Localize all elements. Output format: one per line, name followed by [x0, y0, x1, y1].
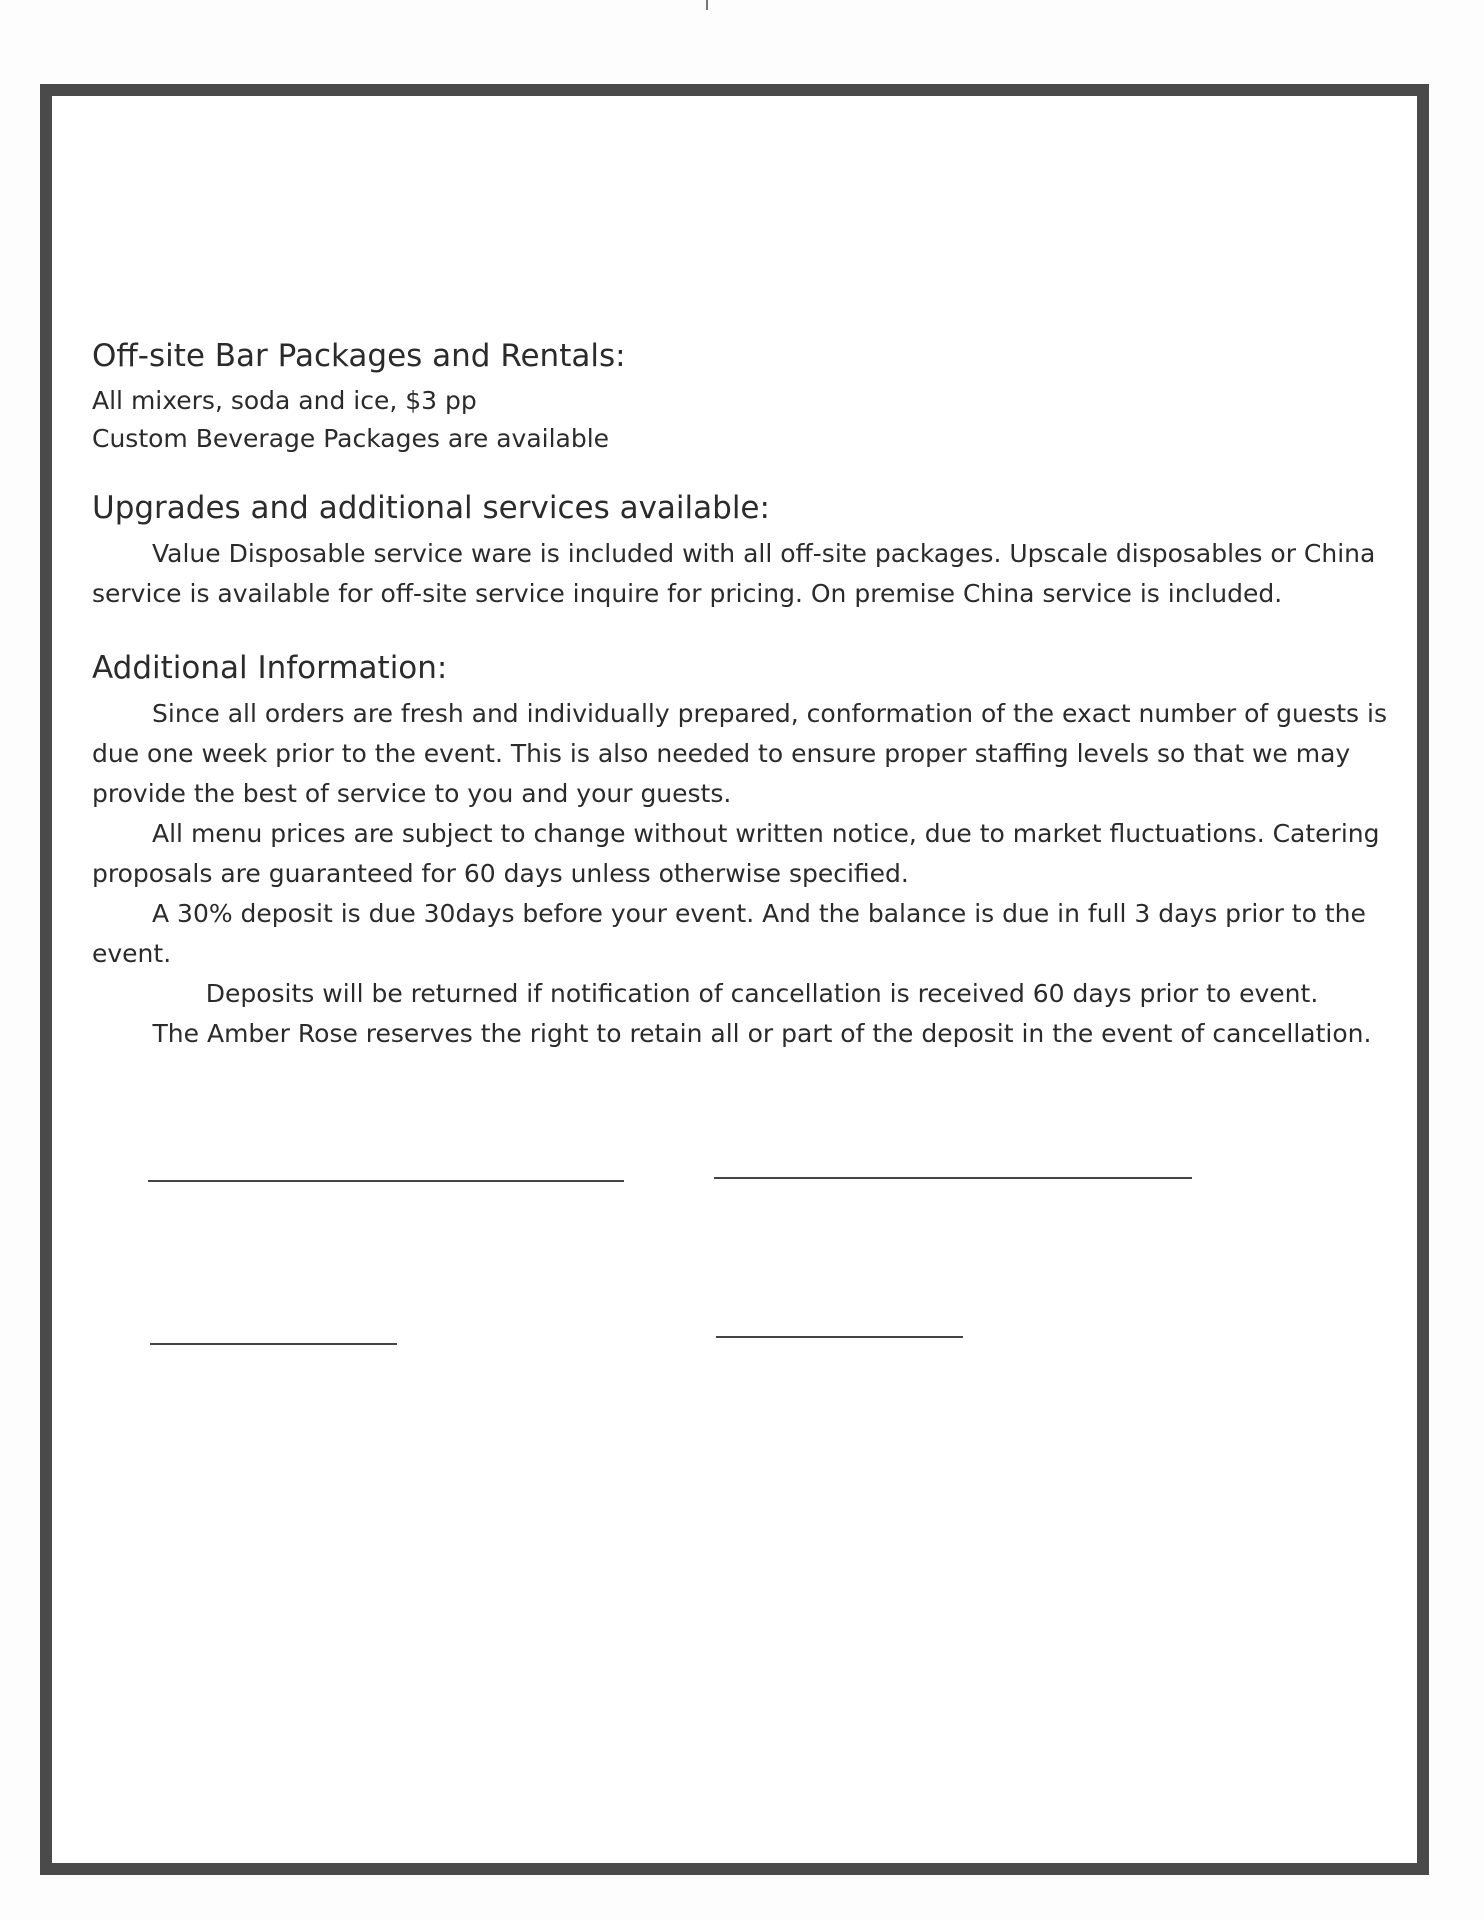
upgrades-text: Value Disposable service ware is included with all off-site packages. Upscale disposables or China service is available for off-site service inquire for pricing. On premise China service is included. [92, 539, 1376, 608]
additional-info-section [92, 648, 1432, 1054]
additional-info-prices: All menu prices are subject to change without written notice, due to market fluctuations. Catering proposals are guaranteed for 60 days unless otherwise specified. [92, 819, 1380, 888]
date-line-company [716, 1336, 963, 1338]
scan-tick-mark [706, 0, 708, 10]
upgrades-section [92, 488, 1432, 614]
bar-packages-mixers: All mixers, soda and ice, $3 pp [92, 386, 477, 415]
bar-packages-heading: Off-site Bar Packages and Rentals: [92, 338, 626, 374]
additional-info-retention: The Amber Rose reserves the right to retain all or part of the deposit in the event of cancellation. [152, 1019, 1372, 1048]
signature-line-company [714, 1177, 1192, 1179]
date-line-client [150, 1343, 397, 1345]
bar-packages-custom: Custom Beverage Packages are available [92, 424, 610, 453]
upgrades-heading: Upgrades and additional services available: [92, 490, 770, 526]
document-body [92, 242, 1432, 1054]
bar-packages-section [92, 336, 1432, 458]
signature-line-client [148, 1180, 624, 1182]
additional-info-deposit: A 30% deposit is due 30days before your event. And the balance is due in full 3 days prior to the event. [92, 899, 1366, 968]
additional-info-heading: Additional Information: [92, 650, 448, 686]
additional-info-orders: Since all orders are fresh and individually prepared, conformation of the exact number of guests is due one week prior to the event. This is also needed to ensure proper staffing levels so that we may provide the best of service to you and your guests. [92, 699, 1387, 808]
additional-info-refund: Deposits will be returned if notification of cancellation is received 60 days prior to event. [205, 979, 1319, 1008]
page-frame [40, 84, 1429, 1875]
